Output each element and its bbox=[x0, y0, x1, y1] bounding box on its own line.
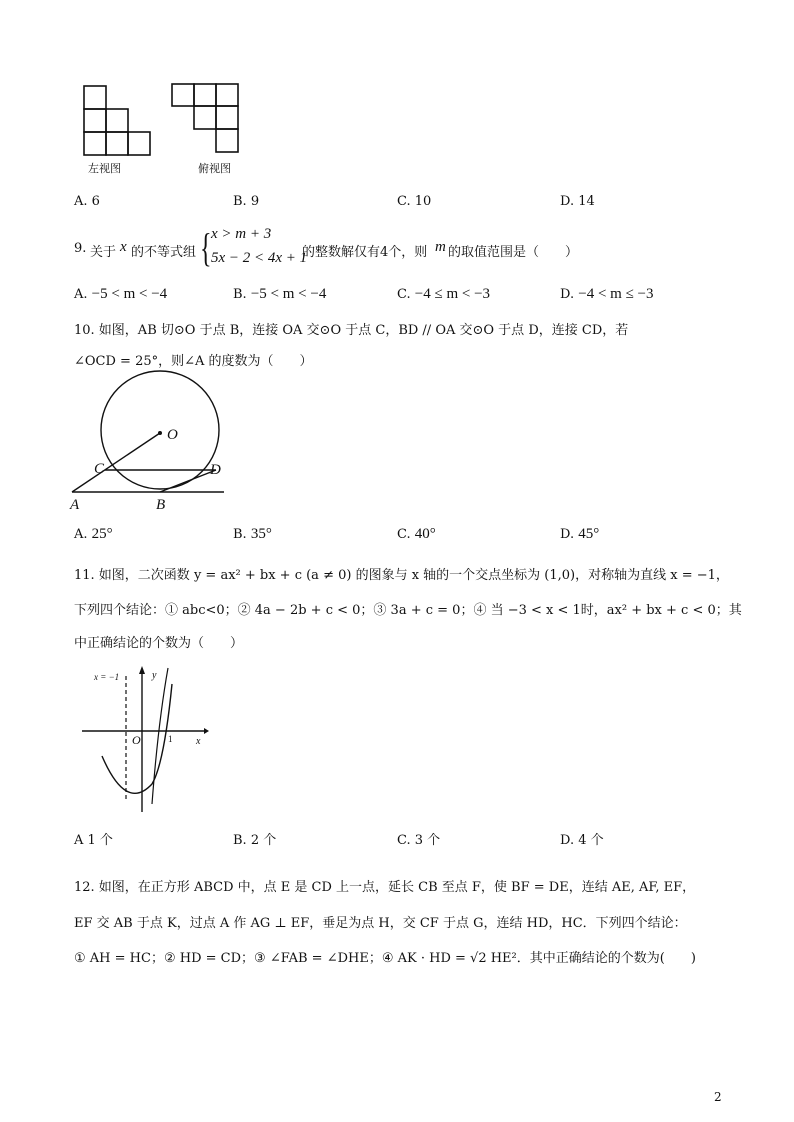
q9-var-x: x bbox=[120, 239, 127, 255]
q9-option-b: B. −5 < m < −4 bbox=[233, 286, 327, 302]
x-label: x bbox=[196, 736, 201, 747]
q11-option-d: D. 4 个 bbox=[560, 833, 604, 848]
q11-parabola-graph bbox=[80, 664, 210, 814]
q9-number: 9. bbox=[74, 241, 87, 256]
q11-stem-line1: 11. 如图，二次函数 y = ax² + bx + c (a ≠ 0) 的图象与 x 轴的一个交点坐标为 (1,0)，对称轴为直线 x = −1， bbox=[74, 568, 729, 583]
q10-stem-line2: ∠OCD = 25°，则∠A 的度数为（ ） bbox=[74, 354, 313, 369]
q9-var-m: m bbox=[435, 239, 446, 255]
q10-stem-line1: 10. 如图，AB 切⊙O 于点 B，连接 OA 交⊙O 于点 C，BD // OA 交⊙O 于点 D，连接 CD，若 bbox=[74, 323, 629, 338]
circle-o bbox=[101, 371, 219, 489]
q11-option-a: A 1 个 bbox=[74, 833, 113, 848]
q9-inequality-2: 5x − 2 < 4x + 1 bbox=[211, 250, 308, 266]
q9-brace: { bbox=[200, 225, 212, 270]
y-axis-arrow bbox=[139, 666, 145, 674]
q10-option-a: A. 25° bbox=[74, 526, 113, 542]
q10-circle-figure bbox=[60, 370, 240, 515]
one-label: 1 bbox=[168, 734, 173, 744]
q9-stem-c: 的整数解仅有4个，则 bbox=[302, 245, 428, 260]
page-number: 2 bbox=[714, 1090, 722, 1104]
q8-option-c: C. 10 bbox=[397, 194, 432, 209]
label-o: O bbox=[167, 427, 178, 443]
q12-stem-line2: EF 交 AB 于点 K，过点 A 作 AG ⊥ EF，垂足为点 H，交 CF 于点 G，连结 HD，HC．下列四个结论： bbox=[74, 916, 687, 931]
q9-stem-d: 的取值范围是（ ） bbox=[448, 245, 579, 260]
y-label: y bbox=[152, 670, 157, 681]
q11-stem-line2: 下列四个结论：① abc<0；② 4a − 2b + c < 0；③ 3a + c = 0；④ 当 −3 < x < 1时，ax² + bx + c < 0；其 bbox=[74, 603, 742, 618]
q11-stem-line3: 中正确结论的个数为（ ） bbox=[74, 636, 244, 651]
center-o-dot bbox=[158, 431, 162, 435]
line-oa bbox=[72, 433, 160, 492]
q9-stem-a: 关于 bbox=[90, 245, 117, 260]
top-view-figure bbox=[168, 80, 248, 160]
q11-option-b: B. 2 个 bbox=[233, 833, 277, 848]
label-a: A bbox=[70, 497, 80, 513]
x-axis-arrow bbox=[204, 728, 209, 734]
q10-option-b: B. 35° bbox=[233, 526, 272, 542]
q9-stem-b: 的不等式组 bbox=[131, 245, 197, 260]
q8-option-b: B. 9 bbox=[233, 194, 260, 209]
label-d: D bbox=[210, 462, 221, 478]
q8-option-d: D. 14 bbox=[560, 194, 595, 209]
label-b: B bbox=[156, 497, 166, 513]
axis-eq-label: x = −1 bbox=[94, 672, 120, 682]
left-view-caption: 左视图 bbox=[88, 162, 121, 175]
q11-option-c: C. 3 个 bbox=[397, 833, 441, 848]
top-view-caption: 俯视图 bbox=[198, 162, 231, 175]
q10-option-c: C. 40° bbox=[397, 526, 436, 542]
left-view-figure bbox=[78, 80, 163, 160]
q12-stem-line1: 12. 如图，在正方形 ABCD 中，点 E 是 CD 上一点，延长 CB 至点 F，使 BF = DE，连结 AE, AF, EF， bbox=[74, 880, 696, 895]
q9-option-c: C. −4 ≤ m < −3 bbox=[397, 286, 491, 302]
q9-inequality-1: x > m + 3 bbox=[211, 226, 272, 242]
origin-label: O bbox=[132, 733, 141, 747]
q9-option-a: A. −5 < m < −4 bbox=[74, 286, 168, 302]
label-c: C bbox=[94, 461, 105, 477]
q9-option-d: D. −4 < m ≤ −3 bbox=[560, 286, 654, 302]
q10-option-d: D. 45° bbox=[560, 526, 600, 542]
q8-option-a: A. 6 bbox=[74, 194, 100, 209]
line-bd bbox=[160, 470, 216, 492]
q12-stem-line3: ① AH = HC；② HD = CD；③ ∠FAB = ∠DHE；④ AK · HD = √2 HE²．其中正确结论的个数为( ) bbox=[74, 951, 696, 966]
